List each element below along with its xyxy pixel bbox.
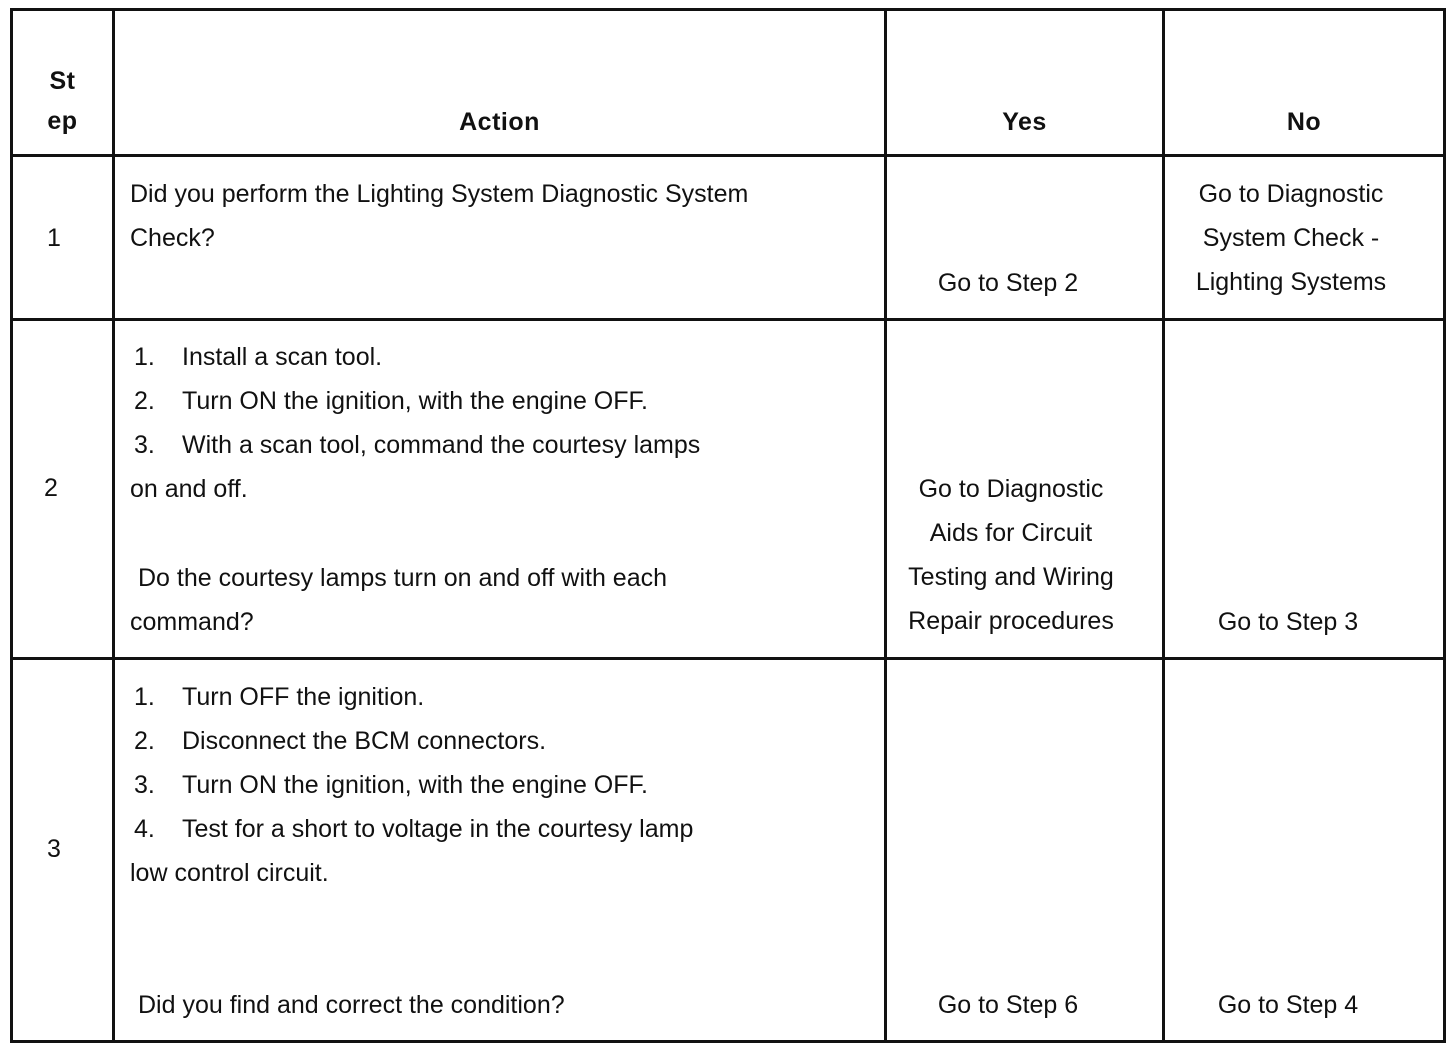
header-step <box>13 61 112 141</box>
list-item-text: With a scan tool, command the courtesy lamps <box>182 431 701 459</box>
row-1-no-line-3: Lighting Systems <box>1195 268 1387 296</box>
list-item <box>130 675 693 719</box>
row-2-question <box>130 556 667 644</box>
list-item-number: 1. <box>134 683 155 711</box>
row-1-action-line-2: Check? <box>130 224 215 252</box>
table-border-right <box>1443 8 1446 1043</box>
row-3-step: 3 <box>47 835 61 863</box>
list-item-number: 3. <box>134 771 155 799</box>
row-3-action-continuation: low control circuit. <box>130 859 329 887</box>
list-item-number: 3. <box>134 431 155 459</box>
header-yes: Yes <box>1002 108 1047 136</box>
list-item <box>130 807 693 851</box>
list-item <box>130 719 693 763</box>
row-3-question: Did you find and correct the condition? <box>138 991 565 1019</box>
list-item-text: Turn OFF the ignition. <box>182 683 425 711</box>
row-3-action <box>130 675 693 895</box>
row-2-yes-line-2: Aids for Circuit <box>929 519 1093 547</box>
row-2-no: Go to Step 3 <box>1217 608 1359 636</box>
row-3-yes: Go to Step 6 <box>937 991 1079 1019</box>
list-item-number: 2. <box>134 387 155 415</box>
list-item <box>130 763 693 807</box>
row-1-no-line-2: System Check - <box>1202 224 1380 252</box>
column-divider-yes <box>1162 8 1165 1043</box>
row-2-question-line-2: command? <box>130 608 254 636</box>
header-step-line-2: ep <box>47 107 78 135</box>
header-no: No <box>1286 108 1322 136</box>
list-item-text: Turn ON the ignition, with the engine OFF. <box>182 771 648 799</box>
header-action: Action <box>459 108 540 136</box>
list-item <box>130 335 700 379</box>
row-2-yes-line-1: Go to Diagnostic <box>918 475 1104 503</box>
list-item <box>130 423 700 467</box>
row-divider-1 <box>10 318 1446 321</box>
row-2-action-continuation: on and off. <box>130 475 248 503</box>
list-item-text: Install a scan tool. <box>182 343 383 371</box>
row-1-action-line-1: Did you perform the Lighting System Diagnostic System <box>130 180 749 208</box>
column-divider-step <box>112 8 115 1043</box>
row-2-step: 2 <box>44 474 58 502</box>
row-1-no-line-1: Go to Diagnostic <box>1198 180 1384 208</box>
list-item-text: Turn ON the ignition, with the engine OFF. <box>182 387 648 415</box>
header-divider <box>10 154 1446 157</box>
header-step-line-1: St <box>49 67 76 95</box>
row-2-yes <box>887 467 1135 643</box>
row-2-yes-line-3: Testing and Wiring <box>908 563 1114 591</box>
list-item-text: Test for a short to voltage in the courtesy lamp <box>182 815 694 843</box>
list-item-number: 1. <box>134 343 155 371</box>
list-item <box>130 379 700 423</box>
row-1-step: 1 <box>47 224 61 252</box>
list-item-number: 2. <box>134 727 155 755</box>
list-item-number: 4. <box>134 815 155 843</box>
row-1-no <box>1165 172 1417 304</box>
table-border-bottom <box>10 1040 1446 1043</box>
row-1-yes: Go to Step 2 <box>937 269 1079 297</box>
row-2-question-line-1: Do the courtesy lamps turn on and off with each <box>138 564 668 592</box>
row-2-yes-line-4: Repair procedures <box>908 607 1114 635</box>
row-2-action <box>130 335 700 511</box>
row-divider-2 <box>10 657 1446 660</box>
table-border-left <box>10 8 13 1043</box>
table-border-top <box>10 8 1446 11</box>
row-1-action <box>130 172 748 260</box>
list-item-text: Disconnect the BCM connectors. <box>182 727 547 755</box>
row-3-no: Go to Step 4 <box>1217 991 1359 1019</box>
